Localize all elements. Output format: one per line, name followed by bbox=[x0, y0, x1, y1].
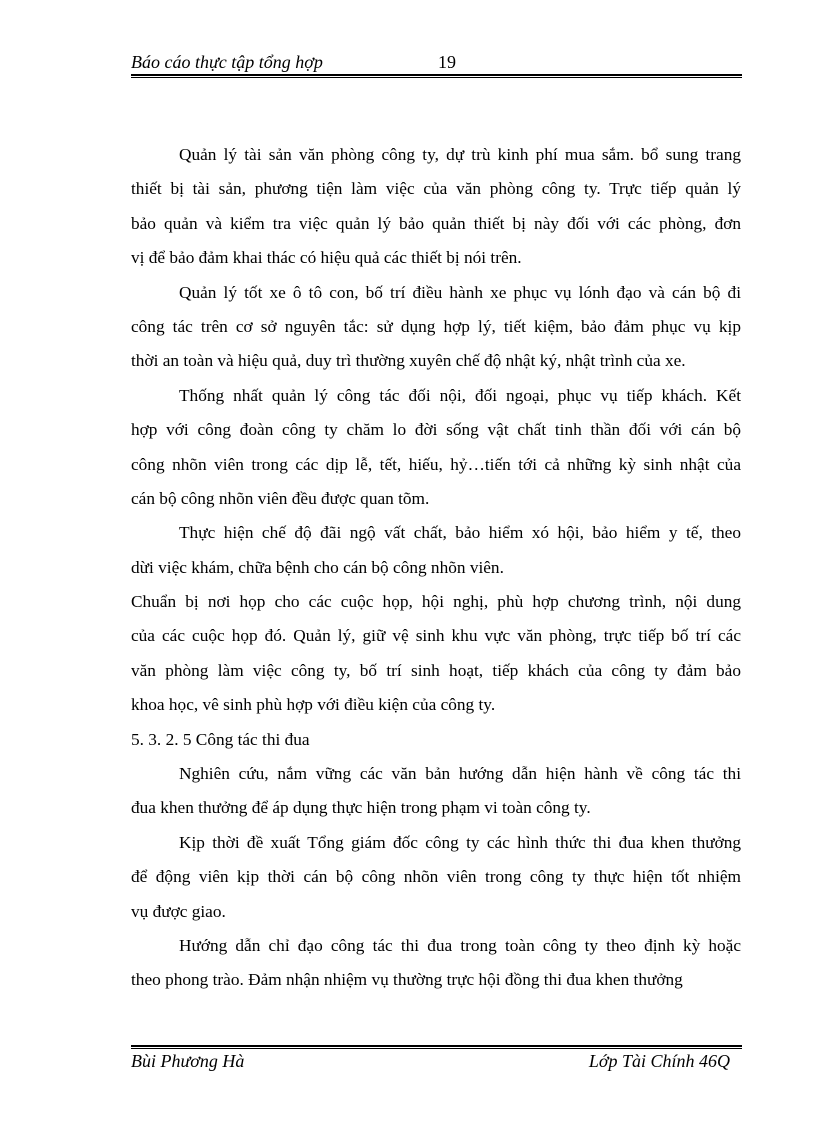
text-line: Chuẩn bị nơi họp cho các cuộc họp, hội nghị, phù hợp chương trình, nội dung bbox=[131, 592, 741, 612]
text-line: thời an toàn và hiệu quả, duy trì thường xuyên chế độ nhật ký, nhật trình của xe. bbox=[131, 351, 686, 371]
paragraph bbox=[131, 757, 741, 826]
text-line: Nghiên cứu, nắm vững các văn bản hướng dẫn hiện hành về công tác thi bbox=[179, 764, 741, 784]
text-line: Quản lý tài sản văn phòng công ty, dự trù kinh phí mua sắm. bổ sung trang bbox=[179, 145, 741, 164]
text-line: khoa học, vê sinh phù hợp với điều kiện của công ty. bbox=[131, 695, 496, 715]
text-line: văn phòng làm việc công ty, bố trí sinh hoạt, tiếp khách của công ty đảm bảo bbox=[131, 660, 741, 680]
paragraph bbox=[131, 379, 741, 517]
text-line: Thống nhất quản lý công tác đối nội, đối ngoại, phục vụ tiếp khách. Kết bbox=[179, 385, 741, 405]
text-line: dừi việc khám, chữa bệnh cho cán bộ công nhõn viên. bbox=[131, 557, 504, 577]
header-rule bbox=[131, 74, 742, 78]
text-line: bảo quản và kiểm tra việc quản lý bảo quản thiết bị này đối với các phòng, đơn bbox=[131, 213, 741, 233]
paragraph bbox=[131, 276, 741, 379]
text-line: thiết bị tài sản, phương tiện làm việc của văn phòng công ty. Trực tiếp quản lý bbox=[131, 179, 741, 199]
text-line: Kịp thời đề xuất Tổng giám đốc công ty các hình thức thi đua khen thưởng bbox=[179, 832, 741, 852]
text-line: của các cuộc họp đó. Quản lý, giữ vệ sinh khu vực văn phòng, trực tiếp bố trí các bbox=[131, 626, 741, 646]
paragraph bbox=[131, 723, 741, 757]
page-number: 19 bbox=[438, 52, 456, 72]
paragraph bbox=[131, 929, 741, 998]
footer-class: Lớp Tài Chính 46Q bbox=[588, 1051, 730, 1071]
text-line: Hướng dẫn chỉ đạo công tác thi đua trong toàn công ty theo định kỳ hoặc bbox=[179, 935, 741, 955]
footer-author: Bùi Phương Hà bbox=[131, 1051, 245, 1071]
page-footer bbox=[131, 1051, 742, 1072]
text-line: hợp với công đoàn công ty chăm lo đời sống vật chất tinh thần đối với cán bộ bbox=[131, 420, 741, 440]
footer-rule bbox=[131, 1045, 742, 1049]
paragraph bbox=[131, 585, 741, 723]
text-line: đua khen thưởng để áp dụng thực hiện trong phạm vi toàn công ty. bbox=[131, 798, 591, 818]
document-body bbox=[131, 138, 741, 998]
text-line: công tác trên cơ sở nguyên tắc: sử dụng hợp lý, tiết kiệm, bảo đảm phục vụ kịp bbox=[131, 316, 741, 336]
text-line: Quản lý tốt xe ô tô con, bố trí điều hành xe phục vụ lónh đạo và cán bộ đi bbox=[179, 282, 741, 302]
paragraph bbox=[131, 138, 741, 276]
text-line: công nhõn viên trong các dịp lễ, tết, hiếu, hỷ…tiến tới cả những kỳ sinh nhật của bbox=[131, 454, 741, 474]
text-line: theo phong trào. Đảm nhận nhiệm vụ thường trực hội đồng thi đua khen thưởng bbox=[131, 970, 683, 990]
text-line: để động viên kịp thời cán bộ công nhõn viên trong công ty thực hiện tốt nhiệm bbox=[131, 867, 741, 887]
page-header bbox=[131, 52, 742, 76]
text-line: 5. 3. 2. 5 Công tác thi đua bbox=[131, 729, 310, 749]
text-line: cán bộ công nhõn viên đều được quan tõm. bbox=[131, 488, 430, 508]
text-line: vị để bảo đảm khai thác có hiệu quả các thiết bị nói trên. bbox=[131, 248, 522, 268]
paragraph bbox=[131, 826, 741, 929]
text-line: vụ được giao. bbox=[131, 901, 226, 921]
text-line: Thực hiện chế độ đãi ngộ vất chất, bảo hiểm xó hội, bảo hiểm y tế, theo bbox=[179, 523, 741, 543]
paragraph bbox=[131, 516, 741, 585]
header-title: Báo cáo thực tập tổng hợp bbox=[131, 52, 323, 72]
